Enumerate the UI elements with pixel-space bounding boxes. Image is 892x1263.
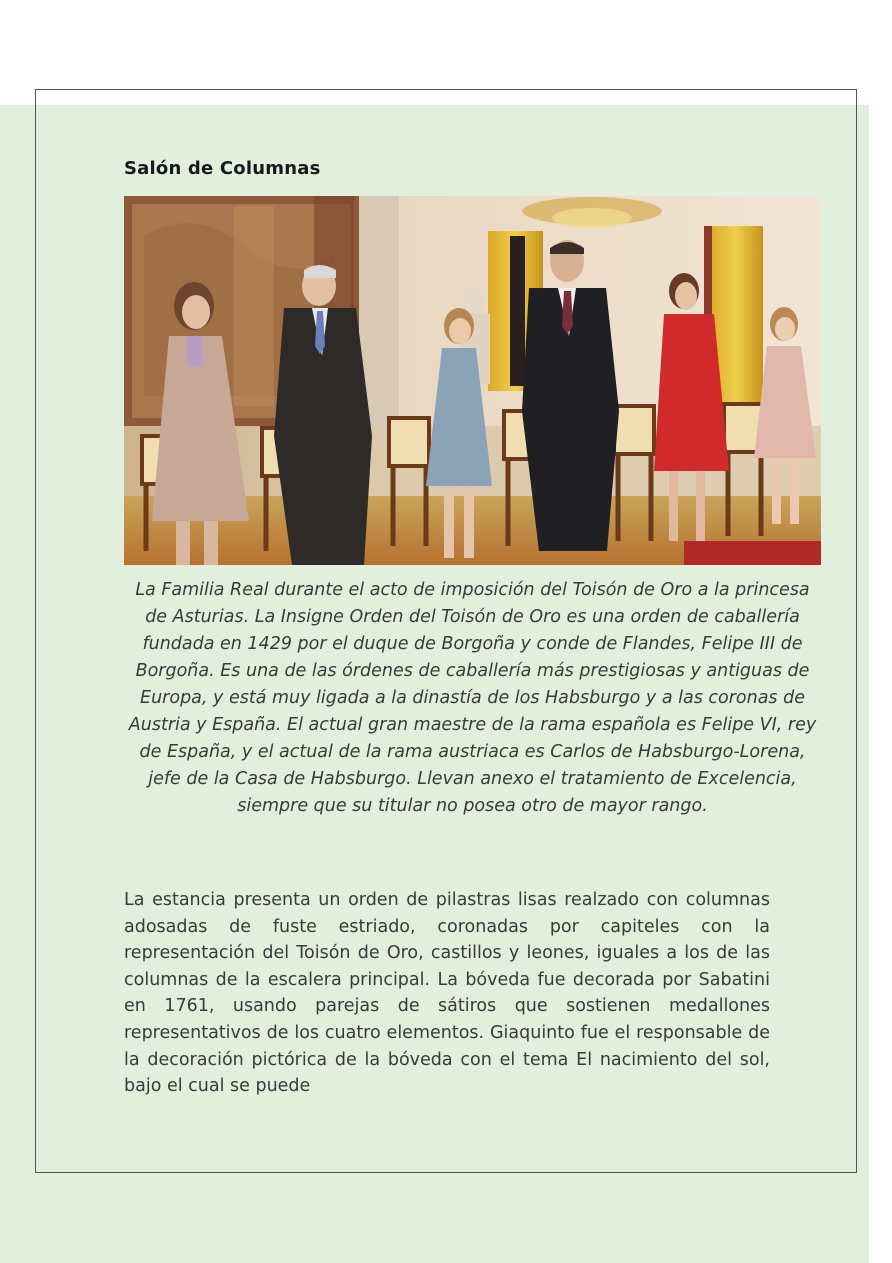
section-title: Salón de Columnas [124, 158, 321, 179]
photo-caption: La Familia Real durante el acto de imposición del Toisón de Oro a la princesa de Asturias. La Insigne Orden del Toisón de Oro es una orden de caballería fundada en 1429 por el duque de Borgoña y conde de Flandes, Felipe III de Borgoña. Es una de las órdenes de caballería más prestigiosas y antiguas de Europa, y está muy ligada a la dinastía de los Habsburgo y a las coronas de Austria y España. El actual gran maestre de la rama española es Felipe VI, rey de España, y el actual de la rama austriaca es Carlos de Habsburgo-Lorena, jefe de la Casa de Habsburgo. Llevan anexo el tratamiento de Excelencia, siempre que su titular no posea otro de mayor rango. [128, 580, 817, 816]
body-paragraph: La estancia presenta un orden de pilastras lisas realzado con columnas adosadas de fuste estriado, coronadas por capiteles con la representación del Toisón de Oro, castillos y leones, iguales a los de las columnas de la escalera principal. La bóveda fue decorada por Sabatini en 1761, usando parejas de sátiros que sostienen medallones representativos de los cuatro elementos. Giaquinto fue el responsable de la decoración pictórica de la bóveda con el tema El nacimiento del sol, bajo el cual se puede [124, 890, 770, 1097]
royal-family-photo [124, 196, 821, 565]
